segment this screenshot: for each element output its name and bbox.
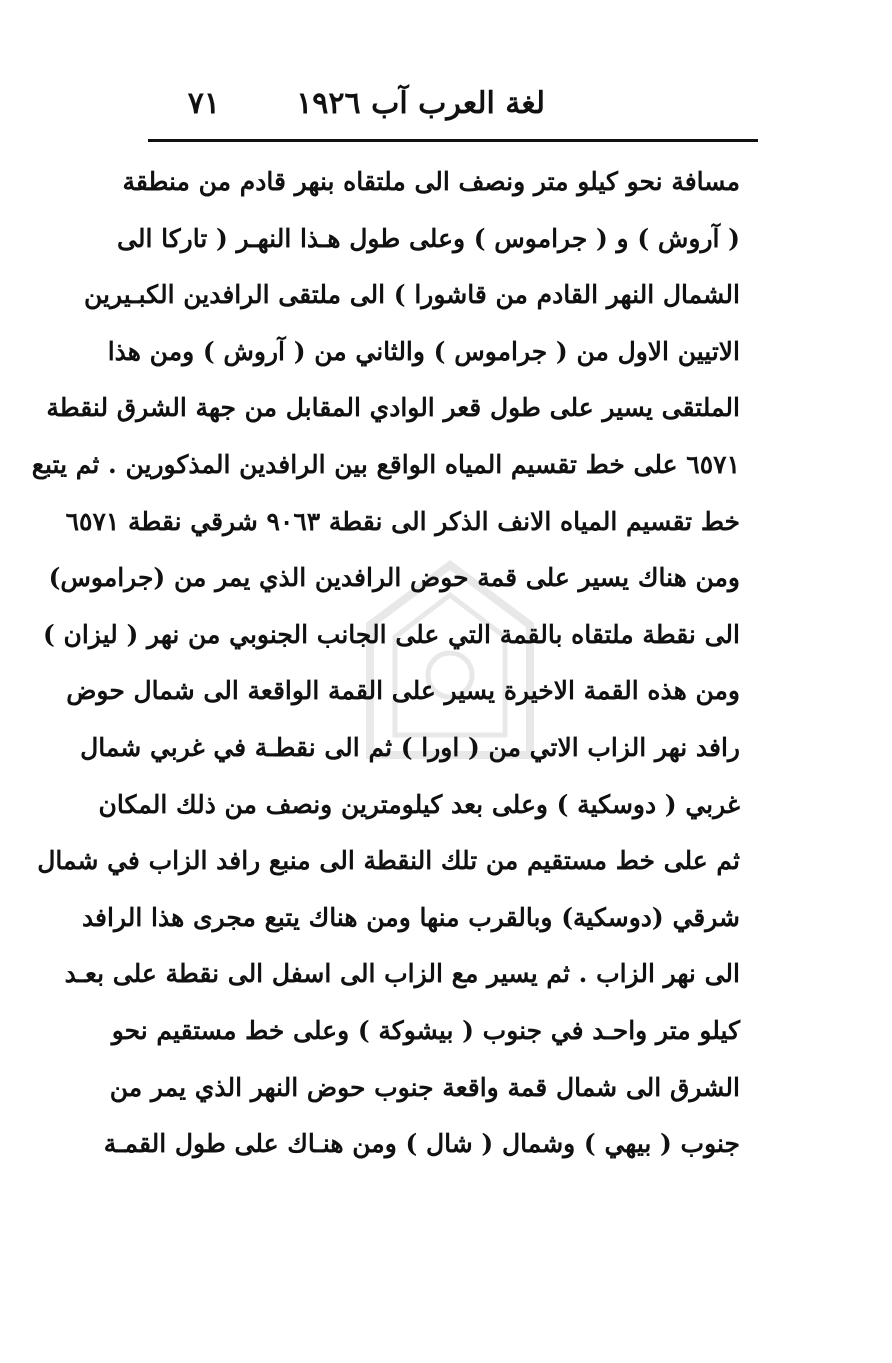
text-line: ٦٥٧١ على خط تقسيم المياه الواقع بين الرافدين المذكورين . ثم يتبع	[31, 449, 740, 479]
text-line: ومن هذه القمة الاخيرة يسير على القمة الواقعة الى شمال حوض	[66, 676, 740, 706]
header-rule	[148, 139, 758, 142]
text-line: الى نقطة ملتقاه بالقمة التي على الجانب الجنوبي من نهر ( ليزان )	[43, 619, 740, 649]
text-line: خط تقسيم المياه الانف الذكر الى نقطة ٩٠٦٣ شرقي نقطة ٦٥٧١	[65, 506, 740, 536]
page-header	[150, 84, 740, 134]
text-line: ثم على خط مستقيم من تلك النقطة الى منبع رافد الزاب في شمال	[37, 846, 740, 876]
text-line: ( آروش ) و ( جراموس ) وعلى طول هـذا النهـر ( تاركا الى	[117, 223, 740, 253]
text-line: كيلو متر واحـد في جنوب ( بيشوكة ) وعلى خط مستقيم نحو	[111, 1015, 740, 1045]
text-line: الاتيين الاول من ( جراموس ) والثاني من ( آروش ) ومن هذا	[107, 336, 740, 366]
text-line: جنوب ( بيهي ) وشمال ( شال ) ومن هنـاك على طول القمـة	[103, 1129, 740, 1159]
body-text	[31, 154, 740, 1173]
page-number: ٧١	[187, 86, 220, 121]
text-line: رافد نهر الزاب الاتي من ( اورا ) ثم الى نقطـة في غربي شمال	[80, 732, 740, 762]
text-line: الشمال النهر القادم من قاشورا ) الى ملتقى الرافدين الكبـيرين	[83, 280, 740, 310]
text-line: مسافة نحو كيلو متر ونصف الى ملتقاه بنهر قادم من منطقة	[122, 167, 740, 196]
text-line: الى نهر الزاب . ثم يسير مع الزاب الى اسفل الى نقطة على بعـد	[64, 959, 740, 989]
text-line: شرقي (دوسكية) وبالقرب منها ومن هناك يتبع مجرى هذا الرافد	[81, 902, 740, 932]
text-line: الملتقى يسير على طول قعر الوادي المقابل من جهة الشرق لنقطة	[46, 393, 740, 423]
text-line: الشرق الى شمال قمة واقعة جنوب حوض النهر الذي يمر من	[109, 1072, 740, 1102]
text-line: غربي ( دوسكية ) وعلى بعد كيلومترين ونصف من ذلك المكان	[98, 789, 740, 819]
running-title: لغة العرب آب ١٩٢٦	[296, 86, 545, 121]
text-line: ومن هناك يسير على قمة حوض الرافدين الذي يمر من (جراموس)	[48, 563, 740, 593]
